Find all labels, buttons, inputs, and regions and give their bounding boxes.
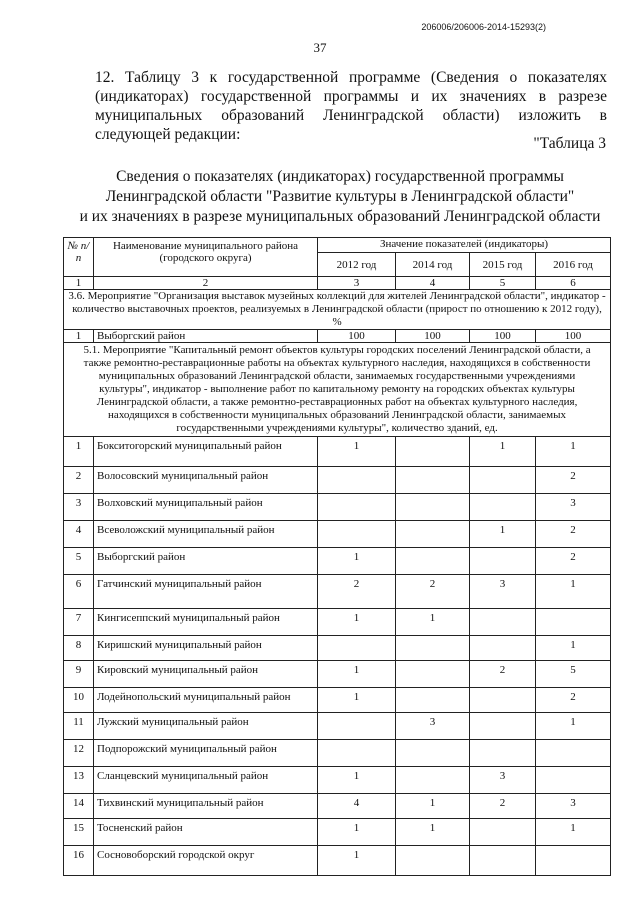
row-value: 1 — [536, 636, 611, 661]
row-no: 6 — [64, 575, 94, 609]
row-value: 2 — [536, 467, 611, 494]
row-no: 14 — [64, 794, 94, 819]
row-value: 1 — [470, 437, 536, 467]
row-no: 4 — [64, 521, 94, 548]
row-value: 3 — [470, 575, 536, 609]
title-line: Ленинградской области "Развитие культуры в Ленинградской области" — [105, 188, 575, 205]
row-value — [318, 467, 396, 494]
table-row — [64, 846, 611, 876]
row-value — [318, 636, 396, 661]
row-name: Всеволожский муниципальный район — [94, 521, 318, 548]
row-name: Гатчинский муниципальный район — [94, 575, 318, 609]
row-value: 1 — [396, 819, 470, 846]
row-name: Волховский муниципальный район — [94, 494, 318, 521]
row-value: 1 — [536, 713, 611, 740]
table-row — [64, 521, 611, 548]
col-number: 5 — [470, 277, 536, 290]
row-no: 16 — [64, 846, 94, 876]
row-value: 1 — [318, 688, 396, 713]
table-row — [64, 767, 611, 794]
row-value — [536, 609, 611, 636]
row-value: 1 — [536, 575, 611, 609]
row-no: 15 — [64, 819, 94, 846]
row-value: 1 — [536, 437, 611, 467]
header-year: 2014 год — [396, 253, 470, 277]
row-value: 2 — [536, 521, 611, 548]
row-value: 1 — [318, 548, 396, 575]
row-value: 100 — [470, 330, 536, 343]
row-value — [470, 713, 536, 740]
document-id: 206006/206006-2014-15293(2) — [421, 22, 546, 32]
row-value — [396, 636, 470, 661]
col-number: 6 — [536, 277, 611, 290]
row-value — [396, 688, 470, 713]
header-year: 2016 год — [536, 253, 611, 277]
row-value — [396, 661, 470, 688]
row-no: 9 — [64, 661, 94, 688]
row-value: 1 — [470, 521, 536, 548]
row-value — [318, 713, 396, 740]
row-value — [318, 521, 396, 548]
row-name: Сосновоборский городской округ — [94, 846, 318, 876]
header-year: 2015 год — [470, 253, 536, 277]
table-row — [64, 494, 611, 521]
table-row — [64, 609, 611, 636]
row-no: 2 — [64, 467, 94, 494]
row-value: 1 — [318, 661, 396, 688]
row-name: Лужский муниципальный район — [94, 713, 318, 740]
table-row — [64, 437, 611, 467]
row-name: Волосовский муниципальный район — [94, 467, 318, 494]
table-row — [64, 819, 611, 846]
intro-paragraph — [95, 68, 607, 144]
row-value: 1 — [318, 767, 396, 794]
table-row — [64, 575, 611, 609]
row-value: 100 — [318, 330, 396, 343]
table-row — [64, 330, 611, 343]
intro-text: 12. Таблицу 3 к государственной программе (Сведения о показателях (индикаторах) государственной программы и их значениях в разрезе муниципальных образований Ленинградской области) изложить в следующей редакции: — [95, 69, 607, 143]
row-value — [396, 767, 470, 794]
row-value: 1 — [536, 819, 611, 846]
table-row — [64, 636, 611, 661]
row-value — [470, 688, 536, 713]
row-value — [470, 494, 536, 521]
row-value — [536, 740, 611, 767]
row-value — [470, 548, 536, 575]
table-row — [64, 794, 611, 819]
row-no: 10 — [64, 688, 94, 713]
row-name: Выборгский район — [94, 548, 318, 575]
header-name: Наименование муниципального района (городского округа) — [94, 238, 318, 277]
row-value: 100 — [536, 330, 611, 343]
row-value: 3 — [470, 767, 536, 794]
row-name: Бокситогорский муниципальный район — [94, 437, 318, 467]
row-value — [536, 846, 611, 876]
page-number: 37 — [313, 40, 327, 55]
table-row — [64, 467, 611, 494]
row-value: 1 — [318, 437, 396, 467]
table-label: "Таблица 3 — [533, 135, 606, 152]
row-name: Тосненский район — [94, 819, 318, 846]
row-value: 3 — [536, 794, 611, 819]
row-value — [470, 819, 536, 846]
table-row — [64, 740, 611, 767]
section-heading: 3.6. Мероприятие "Организация выставок музейных коллекций для жителей Ленинградской области", индикатор - количество выставочных проектов, реализуемых в Ленинградской области (прирост по отношению к 2012 году), % — [64, 290, 611, 330]
row-value: 4 — [318, 794, 396, 819]
row-value: 2 — [536, 548, 611, 575]
table-row — [64, 548, 611, 575]
row-value: 100 — [396, 330, 470, 343]
row-name: Кировский муниципальный район — [94, 661, 318, 688]
row-no: 8 — [64, 636, 94, 661]
row-value — [396, 437, 470, 467]
table-row — [64, 688, 611, 713]
row-value — [396, 740, 470, 767]
row-no: 12 — [64, 740, 94, 767]
row-value: 1 — [396, 794, 470, 819]
row-value — [470, 467, 536, 494]
row-value: 2 — [470, 661, 536, 688]
row-value — [470, 636, 536, 661]
col-number: 2 — [94, 277, 318, 290]
col-number: 4 — [396, 277, 470, 290]
section-heading: 5.1. Мероприятие "Капитальный ремонт объектов культуры городских поселений Ленинградской области, а также ремонтно-реставрационные работы на объектах культурного наследия, находящихся в собственности муниципальных образований Ленинградской области, занимаемых государственными учреждениями культуры", индикатор - выполнение работ по капитальному ремонту на городских объектах культуры Ленинградской области, а также ремонтно-реставрационных работ на объектах культурного наследия, находящихся в собственности муниципальных образований Ленинградской области, занимаемых государственными учреждениями культуры", количество зданий, ед. — [64, 343, 611, 437]
row-name: Лодейнопольский муниципальный район — [94, 688, 318, 713]
table-row — [64, 661, 611, 688]
header-no: № п/п — [64, 238, 94, 277]
row-value — [536, 767, 611, 794]
row-value: 2 — [318, 575, 396, 609]
row-value: 3 — [396, 713, 470, 740]
col-number: 1 — [64, 277, 94, 290]
row-name: Киришский муниципальный район — [94, 636, 318, 661]
table-row — [64, 713, 611, 740]
row-value: 1 — [318, 819, 396, 846]
row-value — [396, 467, 470, 494]
row-no: 11 — [64, 713, 94, 740]
row-value: 1 — [318, 846, 396, 876]
row-no: 13 — [64, 767, 94, 794]
row-no: 5 — [64, 548, 94, 575]
table-title — [60, 167, 620, 227]
row-no: 1 — [64, 330, 94, 343]
row-no: 7 — [64, 609, 94, 636]
row-value: 1 — [318, 609, 396, 636]
row-value — [318, 740, 396, 767]
row-no: 1 — [64, 437, 94, 467]
row-value — [396, 521, 470, 548]
row-value: 2 — [470, 794, 536, 819]
row-value: 2 — [396, 575, 470, 609]
row-name: Кингисеппский муниципальный район — [94, 609, 318, 636]
header-year: 2012 год — [318, 253, 396, 277]
row-name: Выборгский район — [94, 330, 318, 343]
row-value — [470, 740, 536, 767]
title-line: Сведения о показателях (индикаторах) государственной программы — [116, 168, 564, 185]
row-value — [396, 846, 470, 876]
row-name: Тихвинский муниципальный район — [94, 794, 318, 819]
row-value — [396, 494, 470, 521]
row-no: 3 — [64, 494, 94, 521]
row-value: 5 — [536, 661, 611, 688]
title-line: и их значениях в разрезе муниципальных образований Ленинградской области — [79, 208, 601, 225]
row-value — [470, 609, 536, 636]
row-value: 3 — [536, 494, 611, 521]
row-value: 1 — [396, 609, 470, 636]
row-name: Сланцевский муниципальный район — [94, 767, 318, 794]
row-value: 2 — [536, 688, 611, 713]
row-value — [396, 548, 470, 575]
header-values-group: Значение показателей (индикаторы) — [318, 238, 611, 253]
row-value — [470, 846, 536, 876]
row-name: Подпорожский муниципальный район — [94, 740, 318, 767]
row-value — [318, 494, 396, 521]
col-number: 3 — [318, 277, 396, 290]
indicators-table — [63, 237, 611, 876]
